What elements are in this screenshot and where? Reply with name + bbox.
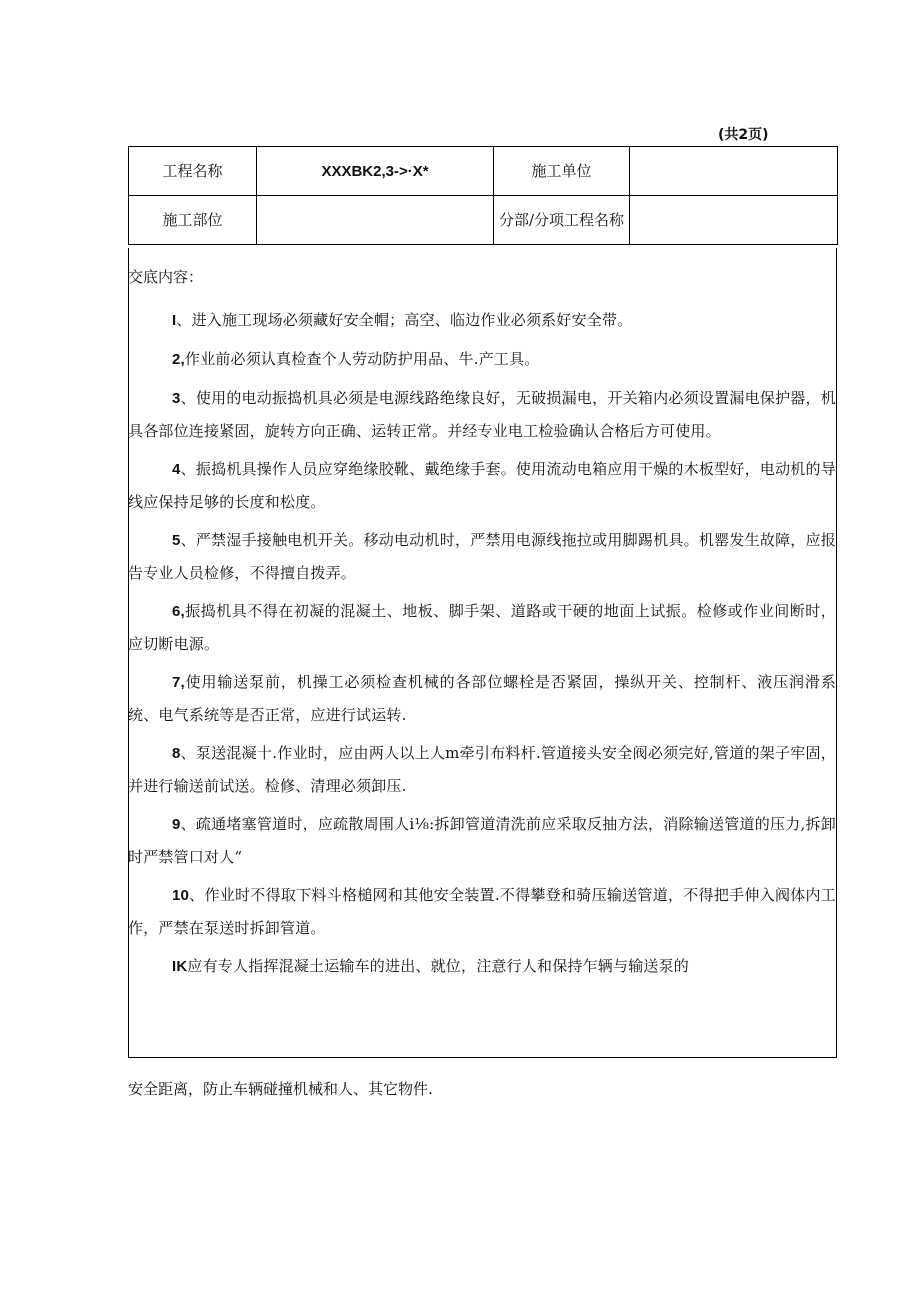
items-list	[128, 304, 836, 989]
project-name-label: 工程名称	[129, 147, 257, 196]
item-number: 10	[172, 887, 190, 904]
item-number: IK	[172, 958, 188, 975]
item-number: 5	[172, 532, 181, 549]
item-text: 、严禁湿手接触电机开关。移动电动机时，严禁用电源线拖拉或用脚踢机具。机罂发生故障，应报告专业人员检修，不得擅自拨弄。	[128, 531, 836, 582]
item-number: 3	[172, 390, 181, 407]
item-number: 7,	[172, 674, 185, 691]
header-row-2	[129, 196, 838, 245]
header-row-1	[129, 147, 838, 196]
construction-unit-label: 施工单位	[494, 147, 630, 196]
list-item	[128, 524, 836, 589]
construction-unit-value	[630, 147, 838, 196]
page-count: (共2页)	[718, 127, 769, 143]
item-text: 使用输送泵前，机操工必须检查机械的各部位螺栓是否紧固，操纵开关、控制杆、液压润滑系统、电气系统等是否正常，应进行试运转.	[128, 673, 836, 724]
item-number: 6,	[172, 603, 185, 620]
item-text: 、泵送混凝十.作业时，应由两人以上人m牵引布料杆.管道接头安全阀必须完好,管道的架子牢固，并进行输送前试送。检修、清理必须卸压.	[128, 744, 836, 795]
list-item	[128, 595, 836, 660]
list-item	[128, 304, 836, 337]
item-text: 振捣机具不得在初凝的混凝土、地板、脚手架、道路或干硬的地面上试振。检修或作业间断时，应切断电源。	[128, 602, 836, 653]
list-item	[128, 453, 836, 518]
list-item	[128, 343, 836, 376]
item-text: 作业前必须认真检查个人劳动防护用品、牛.产工具。	[184, 350, 540, 368]
item-text: 应有专人指挥混凝土运输车的进出、就位，注意行人和保持乍辆与输送泵的	[187, 957, 690, 975]
item-text: 、使用的电动振捣机具必须是电源线路绝缘良好，无破损漏电，开关箱内必须设置漏电保护器，机具各部位连接紧固，旋转方向正确、运转正常。并经专业电工检验确认合格后方可使用。	[128, 389, 836, 440]
item-text: 、作业时不得取下料斗格槌网和其他安全装置.不得攀登和骑压输送管道，不得把手伸入阀体内工作，严禁在泵送时拆卸管道。	[128, 886, 836, 937]
list-item	[128, 879, 836, 944]
item-number: I	[172, 312, 177, 329]
project-name-value: XXXBK2,3->·X*	[257, 147, 494, 196]
list-item	[128, 950, 836, 983]
content-heading: 交底内容：	[128, 268, 204, 286]
list-item	[128, 808, 836, 873]
item-number: 8	[172, 745, 181, 762]
list-item	[128, 382, 836, 447]
construction-part-label: 施工部位	[129, 196, 257, 245]
item-number: 4	[172, 461, 181, 478]
item-text: 、疏通堵塞管道时，应疏散周围人i⅛:拆卸管道清洗前应采取反抽方法，消除输送管道的压力,拆卸时严禁管口对人“	[128, 815, 836, 866]
list-item	[128, 666, 836, 731]
header-table	[128, 146, 838, 245]
continuation-text: 安全距离，防止车辆碰撞机械和人、其它物件.	[128, 1080, 433, 1098]
item-number: 2,	[172, 351, 185, 368]
item-text: 、振捣机具操作人员应穿绝缘胶靴、戴绝缘手套。使用流动电箱应用干燥的木板型好，电动机的导线应保持足够的长度和松度。	[128, 460, 836, 511]
item-number: 9	[172, 816, 181, 833]
subproject-label: 分部/分项工程名称	[494, 196, 630, 245]
construction-part-value	[257, 196, 494, 245]
list-item	[128, 737, 836, 802]
subproject-value	[630, 196, 838, 245]
item-text: 、进入施工现场必须藏好安全帽；高空、临边作业必须系好安全带。	[176, 311, 633, 329]
